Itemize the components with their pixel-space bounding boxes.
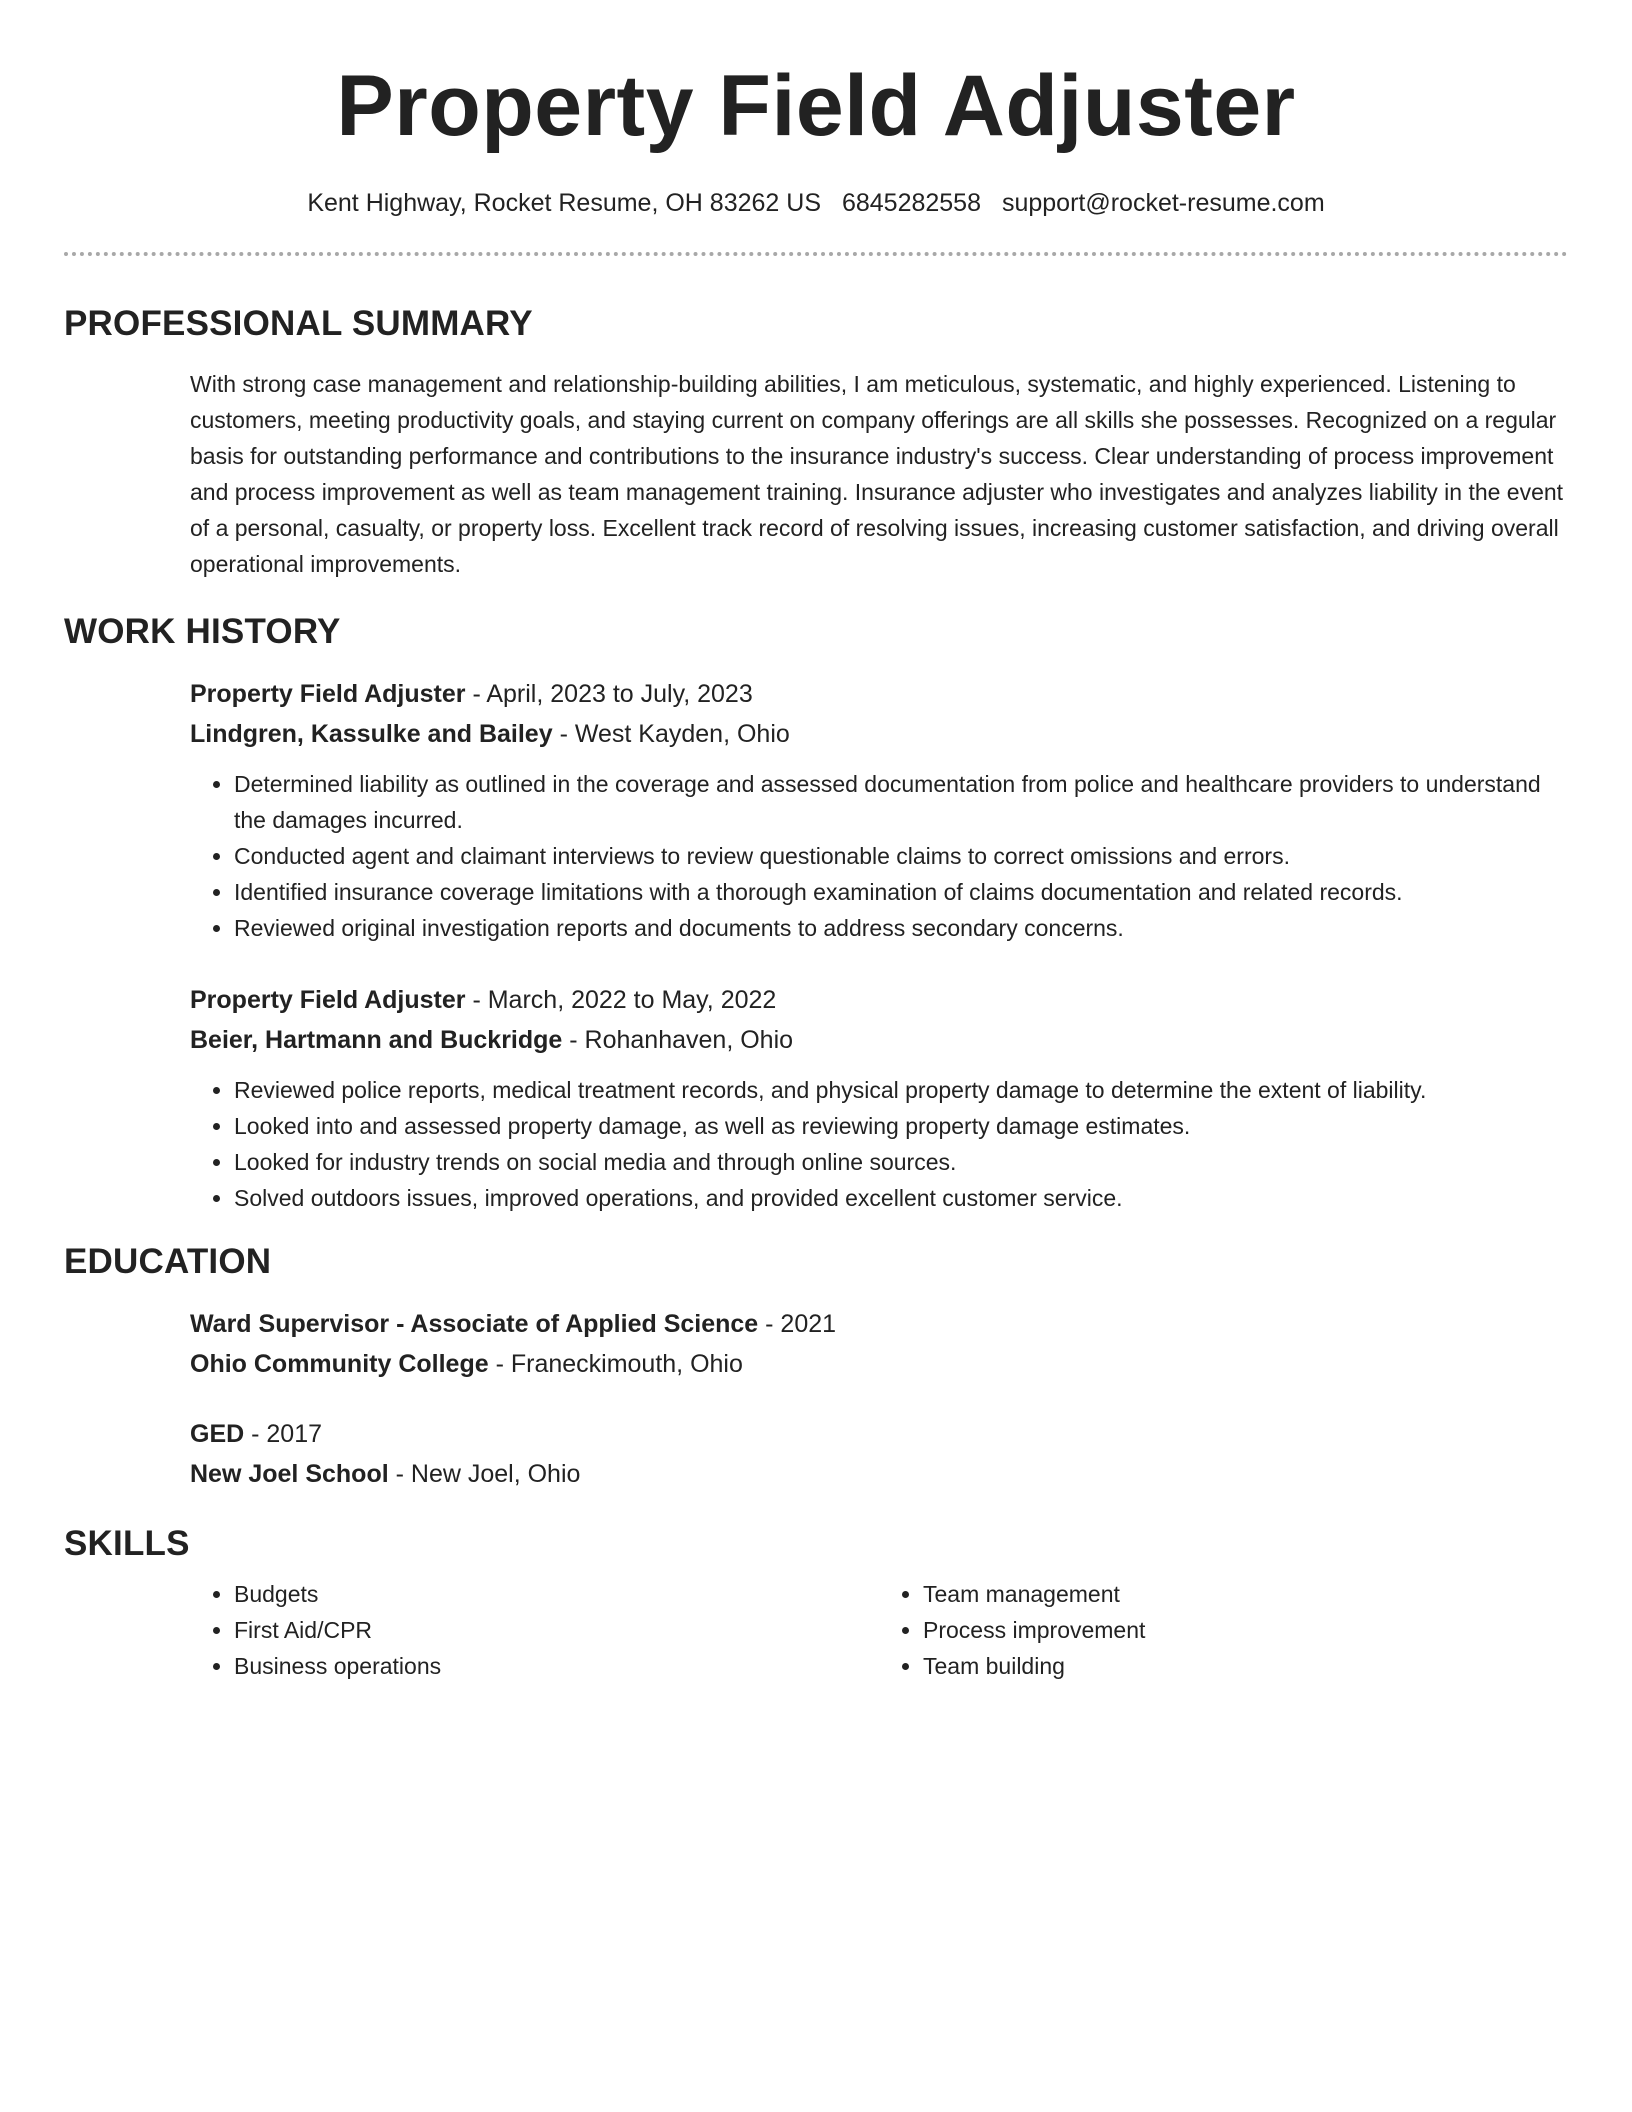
skills-grid <box>190 1576 1568 1684</box>
work-history-list <box>190 674 1568 1216</box>
job-entry <box>190 980 1568 1216</box>
education-degree-line <box>190 1414 1568 1454</box>
skill-item: • Process improvement <box>923 1612 1568 1648</box>
job-company: Beier, Hartmann and Buckridge <box>190 1026 563 1054</box>
resume-page <box>64 0 1568 1684</box>
education-location: - New Joel, Ohio <box>388 1460 581 1488</box>
job-title-line <box>190 980 1568 1020</box>
contact-email: support@rocket-resume.com <box>1001 189 1325 217</box>
contact-line <box>64 186 1568 220</box>
education-year: - 2021 <box>758 1310 837 1338</box>
job-location: - West Kayden, Ohio <box>552 720 790 748</box>
contact-phone: 6845282558 <box>841 189 981 217</box>
job-bullet: • Reviewed original investigation reports and documents to address secondary concerns. <box>234 910 1568 946</box>
skills-heading: SKILLS <box>64 1524 190 1563</box>
education-heading: EDUCATION <box>64 1242 272 1281</box>
job-bullet: • Looked into and assessed property damage, as well as reviewing property damage estimates. <box>234 1108 1568 1144</box>
resume-name: Property Field Adjuster <box>336 58 1296 154</box>
skill-item: • Business operations <box>234 1648 879 1684</box>
education-list <box>190 1304 1568 1494</box>
header-divider <box>64 252 1568 256</box>
education-entry <box>190 1414 1568 1494</box>
job-entry <box>190 674 1568 946</box>
job-title-line <box>190 674 1568 714</box>
job-location: - Rohanhaven, Ohio <box>562 1026 794 1054</box>
job-company: Lindgren, Kassulke and Bailey <box>190 720 553 748</box>
education-degree: GED <box>190 1420 245 1448</box>
education-entry <box>190 1304 1568 1384</box>
job-bullet: • Identified insurance coverage limitations with a thorough examination of claims documentation and related records. <box>234 874 1568 910</box>
skills-section <box>190 1576 1568 1684</box>
education-school: New Joel School <box>190 1460 389 1488</box>
job-dates: - April, 2023 to July, 2023 <box>465 680 753 708</box>
skills-column-right <box>879 1576 1568 1684</box>
job-company-line <box>190 1020 1568 1060</box>
contact-address: Kent Highway, Rocket Resume, OH 83262 US <box>307 189 821 217</box>
summary-heading: PROFESSIONAL SUMMARY <box>64 304 533 343</box>
job-dates: - March, 2022 to May, 2022 <box>465 986 777 1014</box>
education-school-line <box>190 1344 1568 1384</box>
summary-text: With strong case management and relationship-building abilities, I am meticulous, systematic, and highly experienced. Listening to customers, meeting productivity goals, and staying current on company offerings are all skills she possesses. Recognized on a regular basis for outstanding performance and contributions to the insurance industry's success. Clear understanding of process improvement and process improvement as well as team management training. Insurance adjuster who investigates and analyzes liability in the event of a personal, casualty, or property loss. Excellent track record of resolving issues, increasing customer satisfaction, and driving overall operational improvements. <box>190 371 1564 577</box>
skill-item: • Team management <box>923 1576 1568 1612</box>
skills-column-left <box>190 1576 879 1684</box>
job-company-line <box>190 714 1568 754</box>
education-school-line <box>190 1454 1568 1494</box>
job-bullets <box>190 1072 1568 1216</box>
education-location: - Franeckimouth, Ohio <box>488 1350 743 1378</box>
job-bullet: • Determined liability as outlined in the coverage and assessed documentation from police and healthcare providers to understand the damages incurred. <box>234 766 1568 838</box>
job-bullet: • Reviewed police reports, medical treatment records, and physical property damage to determine the extent of liability. <box>234 1072 1568 1108</box>
skill-item: • Budgets <box>234 1576 879 1612</box>
job-role: Property Field Adjuster <box>190 986 466 1014</box>
work-history-heading: WORK HISTORY <box>64 612 341 651</box>
job-bullet: • Conducted agent and claimant interviews to review questionable claims to correct omissions and errors. <box>234 838 1568 874</box>
skill-item: • Team building <box>923 1648 1568 1684</box>
education-degree-line <box>190 1304 1568 1344</box>
job-role: Property Field Adjuster <box>190 680 466 708</box>
education-degree: Ward Supervisor - Associate of Applied Science <box>190 1310 759 1338</box>
job-bullet: • Solved outdoors issues, improved operations, and provided excellent customer service. <box>234 1180 1568 1216</box>
job-bullet: • Looked for industry trends on social media and through online sources. <box>234 1144 1568 1180</box>
education-year: - 2017 <box>244 1420 323 1448</box>
skill-item: • First Aid/CPR <box>234 1612 879 1648</box>
job-bullets <box>190 766 1568 946</box>
education-school: Ohio Community College <box>190 1350 489 1378</box>
